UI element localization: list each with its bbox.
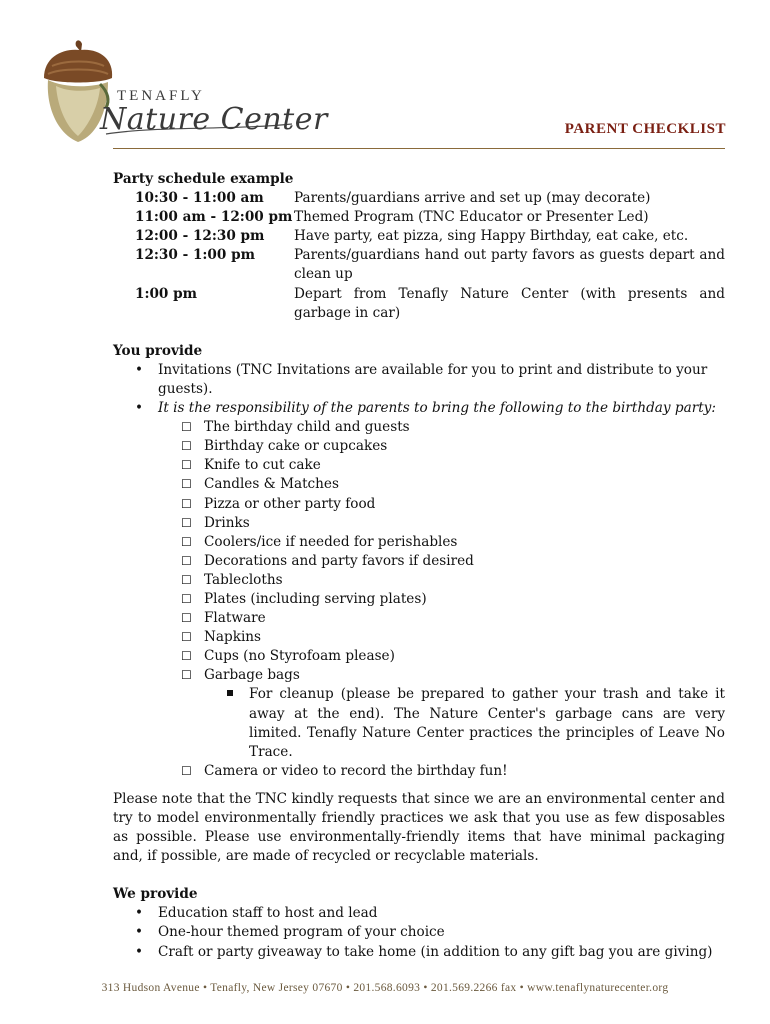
- empty-checkbox-icon: ☐: [181, 477, 192, 492]
- empty-checkbox-icon: ☐: [181, 630, 192, 645]
- we-provide-heading: We provide: [113, 886, 198, 903]
- empty-checkbox-icon: ☐: [181, 572, 192, 587]
- schedule-desc: Parents/guardians hand out party favors as guests depart and clean up: [294, 247, 725, 283]
- checklist-item: [113, 418, 725, 437]
- checklist-item-label: Napkins: [204, 629, 262, 646]
- checklist-item-label: Flatware: [204, 610, 266, 627]
- list-item: [113, 685, 725, 761]
- empty-checkbox-icon: ☐: [181, 515, 192, 530]
- schedule-desc: Have party, eat pizza, sing Happy Birthday, eat cake, etc.: [294, 228, 689, 245]
- schedule-time: 11:00 am - 12:00 pm: [135, 209, 293, 226]
- checklist: [113, 418, 725, 685]
- empty-checkbox-icon: ☐: [181, 591, 192, 606]
- square-bullet-icon: [227, 690, 233, 696]
- schedule-time: 10:30 - 11:00 am: [135, 190, 264, 207]
- list-item: • Craft or party giveaway to take home (in addition to any gift bag you are giving): [113, 943, 725, 962]
- schedule-desc: Depart from Tenafly Nature Center (with presents and garbage in car): [294, 285, 725, 321]
- environment-note: Please note that the TNC kindly requests that since we are an environmental center and try to model environmentally friendly practices we ask that you use as few disposables as possible. Please use environmentally-friendly items that have minimal packaging and, if possible, are made of recycled or recyclable materials.: [113, 790, 725, 865]
- checklist-item: [113, 647, 725, 666]
- checklist: [113, 762, 725, 781]
- checklist-item: [113, 609, 725, 628]
- checklist-item: [113, 475, 725, 494]
- checklist-item-label: Birthday cake or cupcakes: [204, 438, 388, 455]
- empty-checkbox-icon: ☐: [181, 668, 192, 683]
- schedule-table: [113, 189, 725, 323]
- empty-checkbox-icon: ☐: [181, 420, 192, 435]
- checklist-item-label: Garbage bags: [204, 667, 300, 684]
- empty-checkbox-icon: ☐: [181, 439, 192, 454]
- document-body: [113, 170, 725, 962]
- empty-checkbox-icon: ☐: [181, 534, 192, 549]
- empty-checkbox-icon: ☐: [181, 611, 192, 626]
- checklist-item-label: Candles & Matches: [204, 476, 339, 493]
- checklist-item: [113, 514, 725, 533]
- you-provide-list: [113, 361, 725, 418]
- checklist-item-label: Tablecloths: [204, 571, 283, 588]
- list-item: • Education staff to host and lead: [113, 904, 725, 923]
- checklist-item: [113, 590, 725, 609]
- checklist-item: [113, 571, 725, 590]
- checklist-item-label: The birthday child and guests: [204, 419, 410, 436]
- list-item: • It is the responsibility of the parents to bring the following to the birthday party:: [113, 399, 725, 418]
- schedule-heading: Party schedule example: [113, 171, 294, 187]
- checklist-item: [113, 456, 725, 475]
- empty-checkbox-icon: ☐: [181, 458, 192, 473]
- checklist-item-label: Plates (including serving plates): [204, 590, 427, 607]
- schedule-time: 12:00 - 12:30 pm: [135, 228, 265, 245]
- schedule-desc: Parents/guardians arrive and set up (may decorate): [294, 190, 651, 207]
- empty-checkbox-icon: ☐: [181, 763, 192, 778]
- list-item: • One-hour themed program of your choice: [113, 923, 725, 942]
- checklist-item: [113, 666, 725, 685]
- we-provide-list: [113, 904, 725, 961]
- logo-text-nature-center: Nature Center: [100, 102, 328, 137]
- empty-checkbox-icon: ☐: [181, 649, 192, 664]
- checklist-item: [113, 533, 725, 552]
- you-provide-heading: You provide: [113, 342, 203, 359]
- checklist-item-label: Cups (no Styrofoam please): [204, 648, 395, 665]
- checklist-item-label: Coolers/ice if needed for perishables: [204, 533, 458, 550]
- empty-checkbox-icon: ☐: [181, 553, 192, 568]
- checklist-item-label: Pizza or other party food: [204, 495, 376, 512]
- garbage-subnote: [113, 685, 725, 761]
- checklist-item: [113, 437, 725, 456]
- checklist-item-label: Drinks: [204, 514, 250, 531]
- logo-text-tenafly: TENAFLY: [117, 88, 205, 104]
- footer-contact: 313 Hudson Avenue • Tenafly, New Jersey 07670 • 201.568.6093 • 201.569.2266 fax • www.tenaflynaturecenter.org: [101, 982, 669, 994]
- checklist-item: [113, 552, 725, 571]
- schedule-time: 12:30 - 1:00 pm: [135, 247, 255, 264]
- empty-checkbox-icon: ☐: [181, 496, 192, 511]
- checklist-item-label: Camera or video to record the birthday fun!: [204, 762, 508, 779]
- checklist-item: [113, 628, 725, 647]
- list-item: • Invitations (TNC Invitations are available for you to print and distribute to your guests).: [113, 361, 725, 399]
- header-divider: [113, 148, 725, 149]
- garbage-note-text: For cleanup (please be prepared to gather your trash and take it away at the end). The Nature Center's garbage cans are very limited. Tenafly Nature Center practices the principles of Leave No Trace.: [249, 686, 725, 760]
- document-title: PARENT CHECKLIST: [564, 121, 726, 137]
- checklist-item: [113, 495, 725, 514]
- checklist-item-label: Decorations and party favors if desired: [204, 552, 474, 569]
- checklist-item-label: Knife to cut cake: [204, 457, 321, 474]
- schedule-desc: Themed Program (TNC Educator or Presenter Led): [294, 209, 649, 226]
- schedule-time: 1:00 pm: [135, 285, 198, 302]
- checklist-item: [113, 762, 725, 781]
